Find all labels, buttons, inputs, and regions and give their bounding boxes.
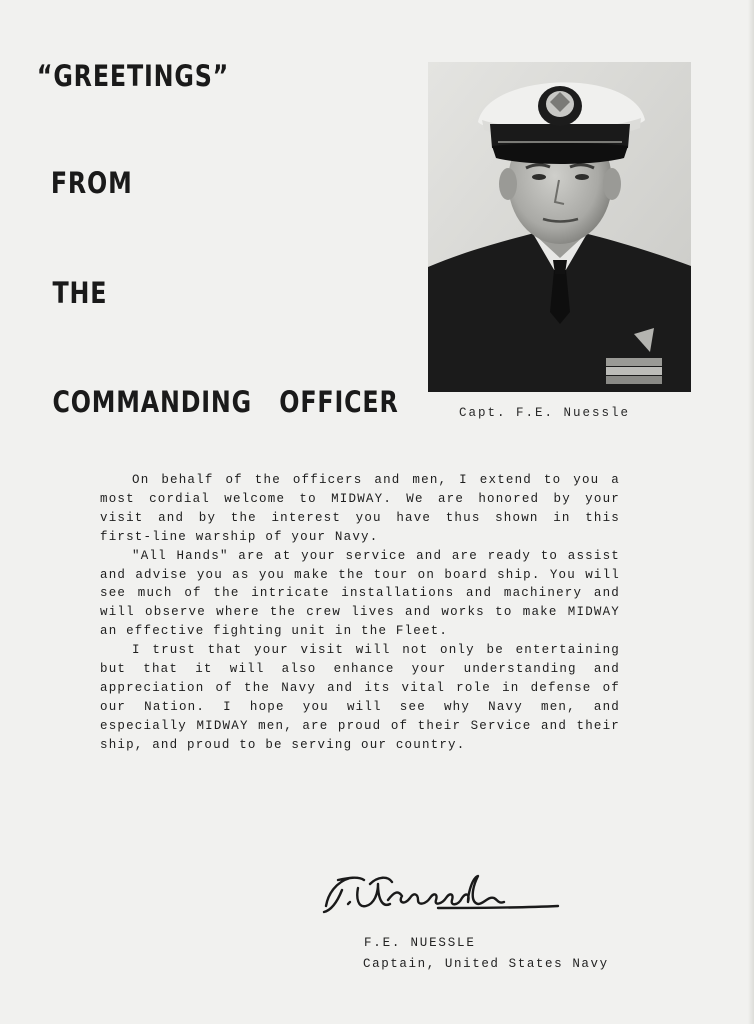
letter-paragraph-3: I trust that your visit will not only be entertaining but that it will also enhance your understanding and appreciation of the Navy and its vital role in defense of our Nation. I hope you will see why Navy men, and especially MIDWAY men, are proud of their Service and their ship, and proud to be serving our country.: [100, 643, 620, 752]
signature-stroke: [318, 868, 568, 920]
welcome-letter: [100, 471, 620, 755]
letter-paragraph-2: "All Hands" are at your service and are ready to assist and advise you as you make the tour on board ship. You will see much of the intricate installations and machinery and will observe where the crew lives and works to make MIDWAY an effective fighting unit in the Fleet.: [100, 548, 620, 639]
handwritten-signature: [318, 868, 568, 920]
signer-name: F.E. NUESSLE: [364, 936, 476, 950]
signer-title: Captain, United States Navy: [363, 957, 609, 971]
portrait-caption: Capt. F.E. Nuessle: [459, 406, 631, 420]
heading-line-commanding-officer: COMMANDING OFFICER: [52, 385, 399, 419]
portrait-illustration: [428, 62, 691, 392]
page-edge: [748, 0, 754, 1024]
heading-line-greetings: “GREETINGS”: [36, 59, 230, 93]
letter-paragraph-1: On behalf of the officers and men, I extend to you a most cordial welcome to MIDWAY. We are honored by your visit and by the interest you have thus shown in this first-line warship of your Navy.: [100, 473, 620, 544]
captain-portrait-photo: [428, 62, 691, 392]
heading-line-the: THE: [52, 276, 108, 310]
heading-line-from: FROM: [50, 166, 133, 200]
